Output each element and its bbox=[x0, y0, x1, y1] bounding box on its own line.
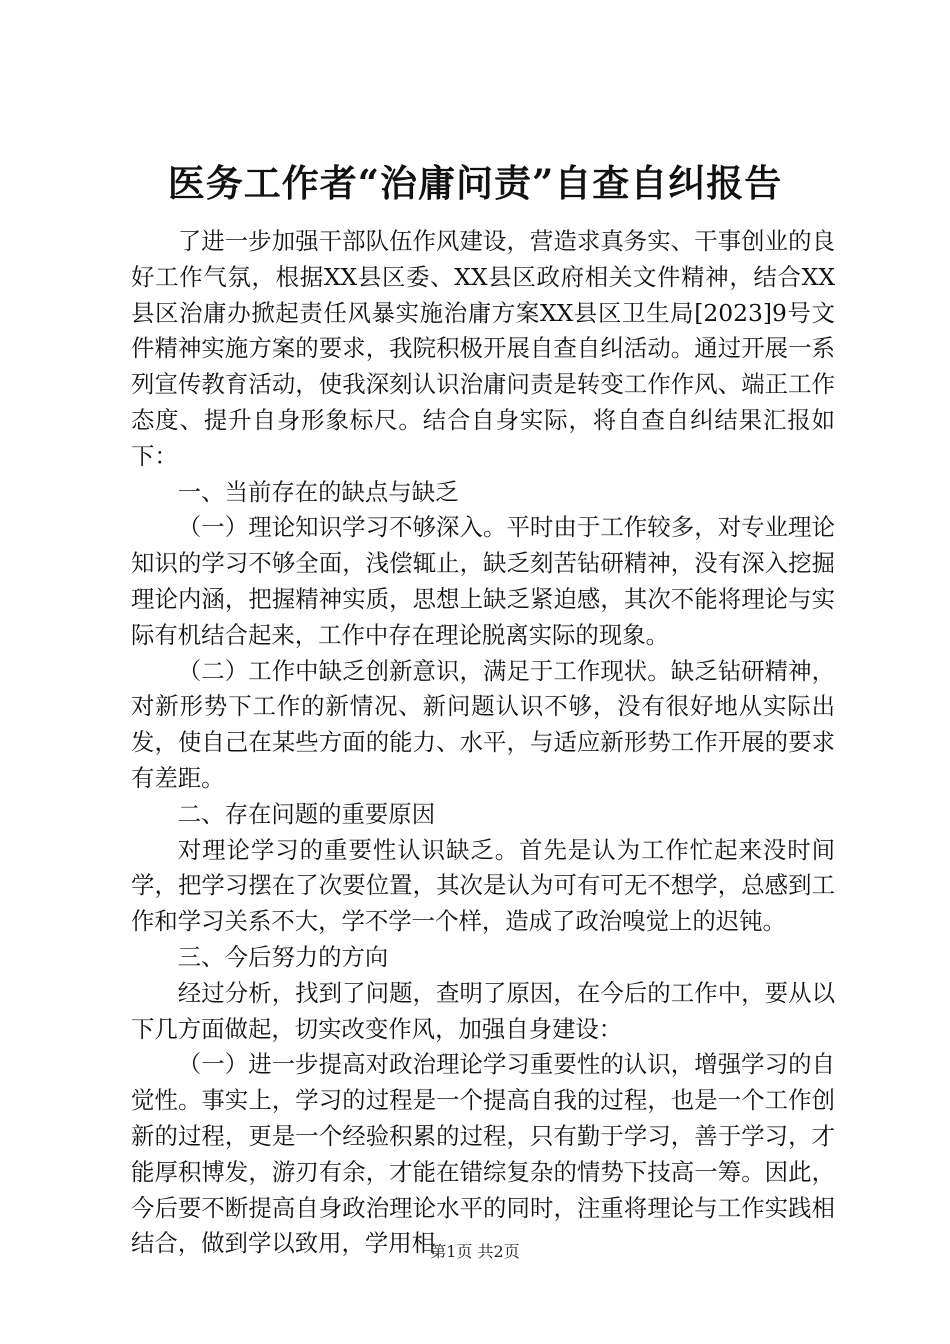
paragraph-direction-intro: 经过分析，找到了问题，查明了原因，在今后的工作中，要从以下几方面做起，切实改变作风，加强自身建设： bbox=[131, 978, 835, 1043]
intro-paragraph: 了进一步加强干部队伍作风建设，营造求真务实、干事创业的良好工作气氛，根据XX县区委、XX县区政府相关文件精神，结合XX县区治庸办掀起责任风暴实施治庸方案XX县区卫生局[2023]9号文件精神实施方案的要求，我院积极开展自查自纠活动。通过开展一系列宣传教育活动，使我深刻认识治庸问责是转变工作作风、端正工作态度、提升自身形象标尺。结合自身实际，将自查自纠结果汇报如下： bbox=[131, 227, 835, 470]
paragraph-direction-1: （一）进一步提高对政治理论学习重要性的认识，增强学习的自觉性。事实上，学习的过程是一个提高自我的过程，也是一个工作创新的过程，更是一个经验积累的过程，只有勤于学习，善于学习，才能厚积博发，游刃有余，才能在错综复杂的情势下技高一筹。因此，今后要不断提高自身政治理论水平的同时，注重将理论与工作实践相结合，做到学以致用，学用相 bbox=[131, 1050, 835, 1258]
document-title: 医务工作者“治庸问责”自查自纠报告 bbox=[167, 161, 783, 205]
section-heading-1: 一、当前存在的缺点与缺乏 bbox=[177, 477, 459, 506]
page-number: 第1页 共2页 bbox=[430, 1242, 520, 1261]
paragraph-shortcoming-1: （一）理论知识学习不够深入。平时由于工作较多，对专业理论知识的学习不够全面，浅偿辄止，缺乏刻苦钻研精神，没有深入挖掘理论内涵，把握精神实质，思想上缺乏紧迫感，其次不能将理论与实际有机结合起来，工作中存在理论脱离实际的现象。 bbox=[131, 513, 835, 649]
paragraph-cause: 对理论学习的重要性认识缺乏。首先是认为工作忙起来没时间学，把学习摆在了次要位置，其次是认为可有可无不想学，总感到工作和学习关系不大，学不学一个样，造成了政治嗅觉上的迟钝。 bbox=[131, 835, 835, 936]
document-body bbox=[131, 224, 835, 1262]
section-heading-3: 三、今后努力的方向 bbox=[177, 942, 389, 971]
paragraph-shortcoming-2: （二）工作中缺乏创新意识，满足于工作现状。缺乏钻研精神，对新形势下工作的新情况、新问题认识不够，没有很好地从实际出发，使自己在某些方面的能力、水平，与适应新形势工作开展的要求有差距。 bbox=[131, 656, 835, 792]
section-heading-2: 二、存在问题的重要原因 bbox=[177, 799, 436, 828]
